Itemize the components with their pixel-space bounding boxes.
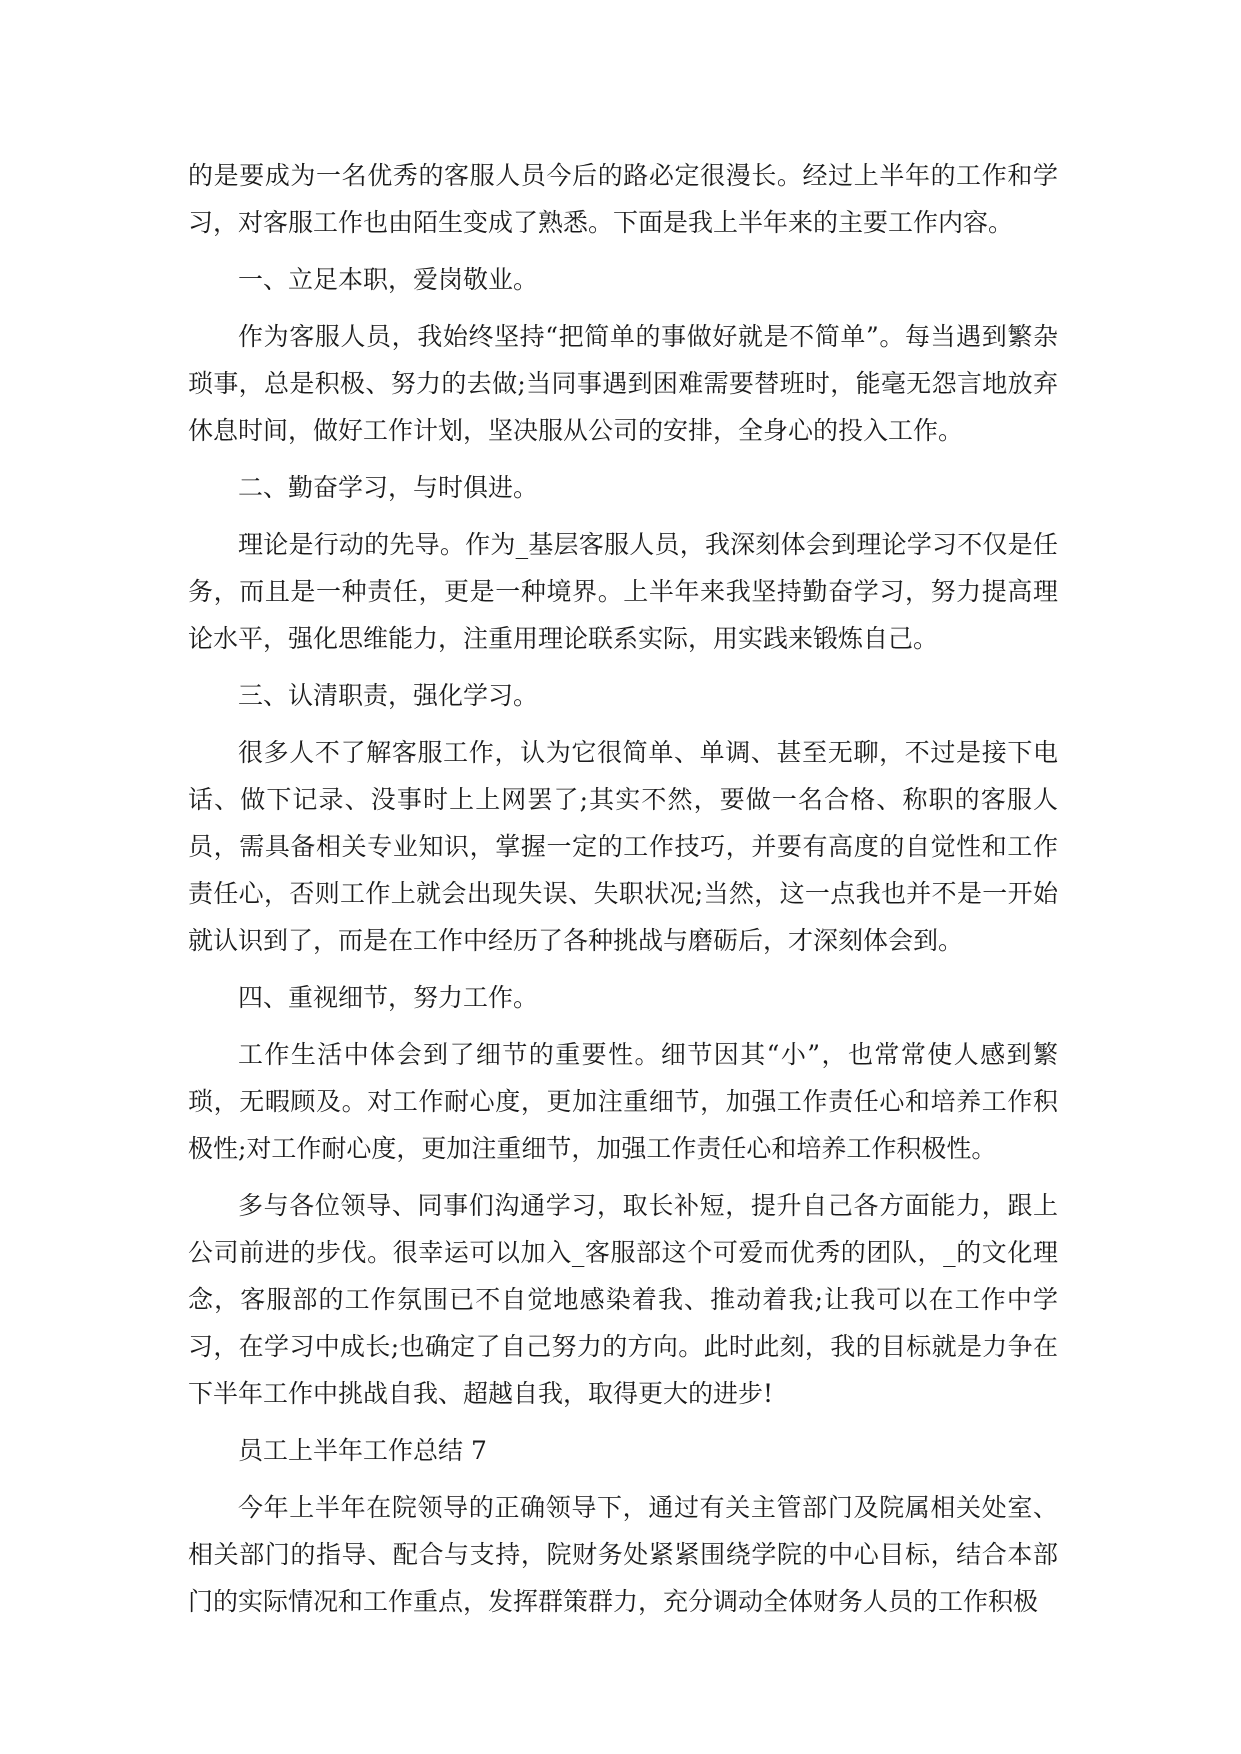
paragraph-continuation: 的是要成为一名优秀的客服人员今后的路必定很漫长。经过上半年的工作和学习，对客服工作也由陌生变成了熟悉。下面是我上半年来的主要工作内容。 (188, 161, 1058, 237)
section-heading-1: 一、立足本职，爱岗敬业。 (238, 265, 539, 294)
section-heading-2: 二、勤奋学习，与时俱进。 (238, 473, 539, 502)
paragraph: 很多人不了解客服工作，认为它很简单、单调、甚至无聊，不过是接下电话、做下记录、没事时上上网罢了;其实不然，要做一名合格、称职的客服人员，需具备相关专业知识，掌握一定的工作技巧，并要有高度的自觉性和工作责任心，否则工作上就会出现失误、失职状况;当然，这一点我也并不是一开始就认识到了，而是在工作中经历了各种挑战与磨砺后，才深刻体会到。 (188, 738, 1058, 955)
section-heading-3: 三、认清职责，强化学习。 (238, 681, 539, 710)
paragraph: 理论是行动的先导。作为_基层客服人员，我深刻体会到理论学习不仅是任务，而且是一种责任，更是一种境界。上半年来我坚持勤奋学习，努力提高理论水平，强化思维能力，注重用理论联系实际，用实践来锻炼自己。 (188, 530, 1058, 653)
document-title: 员工上半年工作总结 7 (238, 1436, 487, 1465)
paragraph: 多与各位领导、同事们沟通学习，取长补短，提升自己各方面能力，跟上公司前进的步伐。很幸运可以加入_客服部这个可爱而优秀的团队，_的文化理念，客服部的工作氛围已不自觉地感染着我、推动着我;让我可以在工作中学习，在学习中成长;也确定了自己努力的方向。此时此刻，我的目标就是力争在下半年工作中挑战自我、超越自我，取得更大的进步! (188, 1191, 1058, 1408)
document-page (188, 152, 1058, 1635)
paragraph: 作为客服人员，我始终坚持“把简单的事做好就是不简单”。每当遇到繁杂琐事，总是积极、努力的去做;当同事遇到困难需要替班时，能毫无怨言地放弃休息时间，做好工作计划，坚决服从公司的安排，全身心的投入工作。 (188, 322, 1058, 445)
section-heading-4: 四、重视细节，努力工作。 (238, 983, 539, 1012)
paragraph: 工作生活中体会到了细节的重要性。细节因其“小”，也常常使人感到繁琐，无暇顾及。对工作耐心度，更加注重细节，加强工作责任心和培养工作积极性;对工作耐心度，更加注重细节，加强工作责任心和培养工作积极性。 (188, 1040, 1058, 1163)
paragraph: 今年上半年在院领导的正确领导下，通过有关主管部门及院属相关处室、相关部门的指导、配合与支持，院财务处紧紧围绕学院的中心目标，结合本部门的实际情况和工作重点，发挥群策群力，充分调动全体财务人员的工作积极 (188, 1493, 1058, 1616)
